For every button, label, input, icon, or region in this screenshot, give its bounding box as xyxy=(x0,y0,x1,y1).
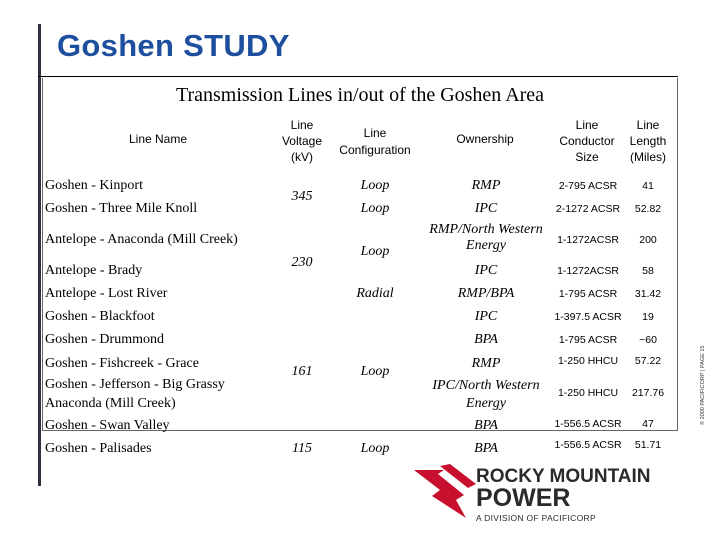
ownership-value: BPA xyxy=(474,418,498,433)
configuration-value: Loop xyxy=(360,201,390,216)
line-name: Goshen - Three Mile Knoll xyxy=(45,201,198,216)
conductor-size-value: 2-795 ACSR xyxy=(558,180,618,192)
length-value: ~60 xyxy=(639,334,657,346)
configuration-value: Radial xyxy=(356,286,394,301)
length-value: 51.71 xyxy=(634,439,662,451)
header-line-name: Line Name xyxy=(128,132,188,146)
header-ownership: Ownership xyxy=(456,132,514,146)
line-name: Anaconda (Mill Creek) xyxy=(45,396,176,411)
header-conductor xyxy=(552,117,622,165)
ownership-value: RMP/BPA xyxy=(457,286,515,301)
header-conductor-line2: Conductor xyxy=(559,134,615,148)
header-conductor-line3: Size xyxy=(575,150,599,164)
line-name: Goshen - Blackfoot xyxy=(45,309,155,324)
conductor-size-value: 1-556.5 ACSR xyxy=(554,418,622,430)
ownership-value: IPC xyxy=(474,201,498,216)
voltage-value: 345 xyxy=(291,189,313,204)
header-voltage-line3: (kV) xyxy=(291,150,313,164)
voltage-value: 115 xyxy=(292,441,312,456)
header-configuration xyxy=(328,125,422,159)
line-name: Antelope - Lost River xyxy=(45,286,168,301)
line-name: Antelope - Anaconda (Mill Creek) xyxy=(45,232,238,247)
header-conductor-line1: Line xyxy=(575,118,599,132)
ownership-value: BPA xyxy=(474,441,498,456)
ownership-value: RMP xyxy=(471,178,501,193)
conductor-size-value: 1-250 HHCU xyxy=(557,355,619,367)
voltage-value: 230 xyxy=(291,255,313,270)
header-length-line1: Line xyxy=(636,118,660,132)
table-subtitle: Transmission Lines in/out of the Goshen Area xyxy=(175,84,545,106)
ownership-value: IPC xyxy=(474,309,498,324)
length-value: 200 xyxy=(639,234,657,246)
line-name: Goshen - Fishcreek - Grace xyxy=(45,356,199,371)
conductor-size-value: 1-250 HHCU xyxy=(557,387,619,399)
line-name: Goshen - Drummond xyxy=(45,332,164,347)
length-value: 31.42 xyxy=(634,288,662,300)
header-config-line2: Configuration xyxy=(339,143,411,157)
ownership-value: IPC/North Western Energy xyxy=(432,378,540,411)
conductor-size-value: 1-1272ACSR xyxy=(557,265,619,277)
ownership-value: IPC xyxy=(474,263,498,278)
line-name: Goshen - Swan Valley xyxy=(45,418,170,433)
header-voltage xyxy=(272,117,332,165)
conductor-size-value: 1-1272ACSR xyxy=(557,234,619,246)
length-value: 47 xyxy=(642,418,654,430)
configuration-value: Loop xyxy=(360,364,390,379)
length-value: 41 xyxy=(642,180,654,192)
header-length-line2: Length xyxy=(629,134,667,148)
logo-text-line1: ROCKY MOUNTAIN xyxy=(476,466,651,487)
logo-tagline: A DIVISION OF PACIFICORP xyxy=(476,513,596,523)
header-config-line1: Line xyxy=(363,126,387,140)
header-length-line3: (Miles) xyxy=(630,150,666,164)
length-value: 57.22 xyxy=(634,355,662,367)
length-value: 58 xyxy=(642,265,654,277)
conductor-size-value: 1-556.5 ACSR xyxy=(554,439,622,451)
length-value: 19 xyxy=(642,311,654,323)
logo-text-line2: POWER xyxy=(476,484,571,512)
configuration-value: Loop xyxy=(360,244,390,259)
configuration-value: Loop xyxy=(360,178,390,193)
header-length xyxy=(622,117,674,165)
ownership-value: RMP/North Western Energy xyxy=(429,222,543,253)
conductor-size-value: 1-397.5 ACSR xyxy=(554,311,622,323)
copyright-notice: © 2000 PACIFICORP | PAGE 15 xyxy=(700,345,706,425)
configuration-value: Loop xyxy=(360,441,390,456)
length-value: 52.82 xyxy=(634,203,662,215)
title-divider xyxy=(38,76,678,77)
header-voltage-line1: Line xyxy=(290,118,314,132)
length-value: 217.76 xyxy=(631,387,665,399)
header-voltage-line2: Voltage xyxy=(281,134,323,148)
conductor-size-value: 2-1272 ACSR xyxy=(555,203,621,215)
line-name: Goshen - Kinport xyxy=(45,178,143,193)
line-name: Goshen - Jefferson - Big Grassy xyxy=(45,377,225,392)
conductor-size-value: 1-795 ACSR xyxy=(558,334,618,346)
line-name: Antelope - Brady xyxy=(45,263,143,278)
ownership-value: RMP xyxy=(471,356,501,371)
voltage-value: 161 xyxy=(291,364,313,379)
conductor-size-value: 1-795 ACSR xyxy=(558,288,618,300)
ownership-value: BPA xyxy=(474,332,498,347)
line-name: Goshen - Palisades xyxy=(45,441,152,456)
page-title: Goshen STUDY xyxy=(57,28,290,63)
